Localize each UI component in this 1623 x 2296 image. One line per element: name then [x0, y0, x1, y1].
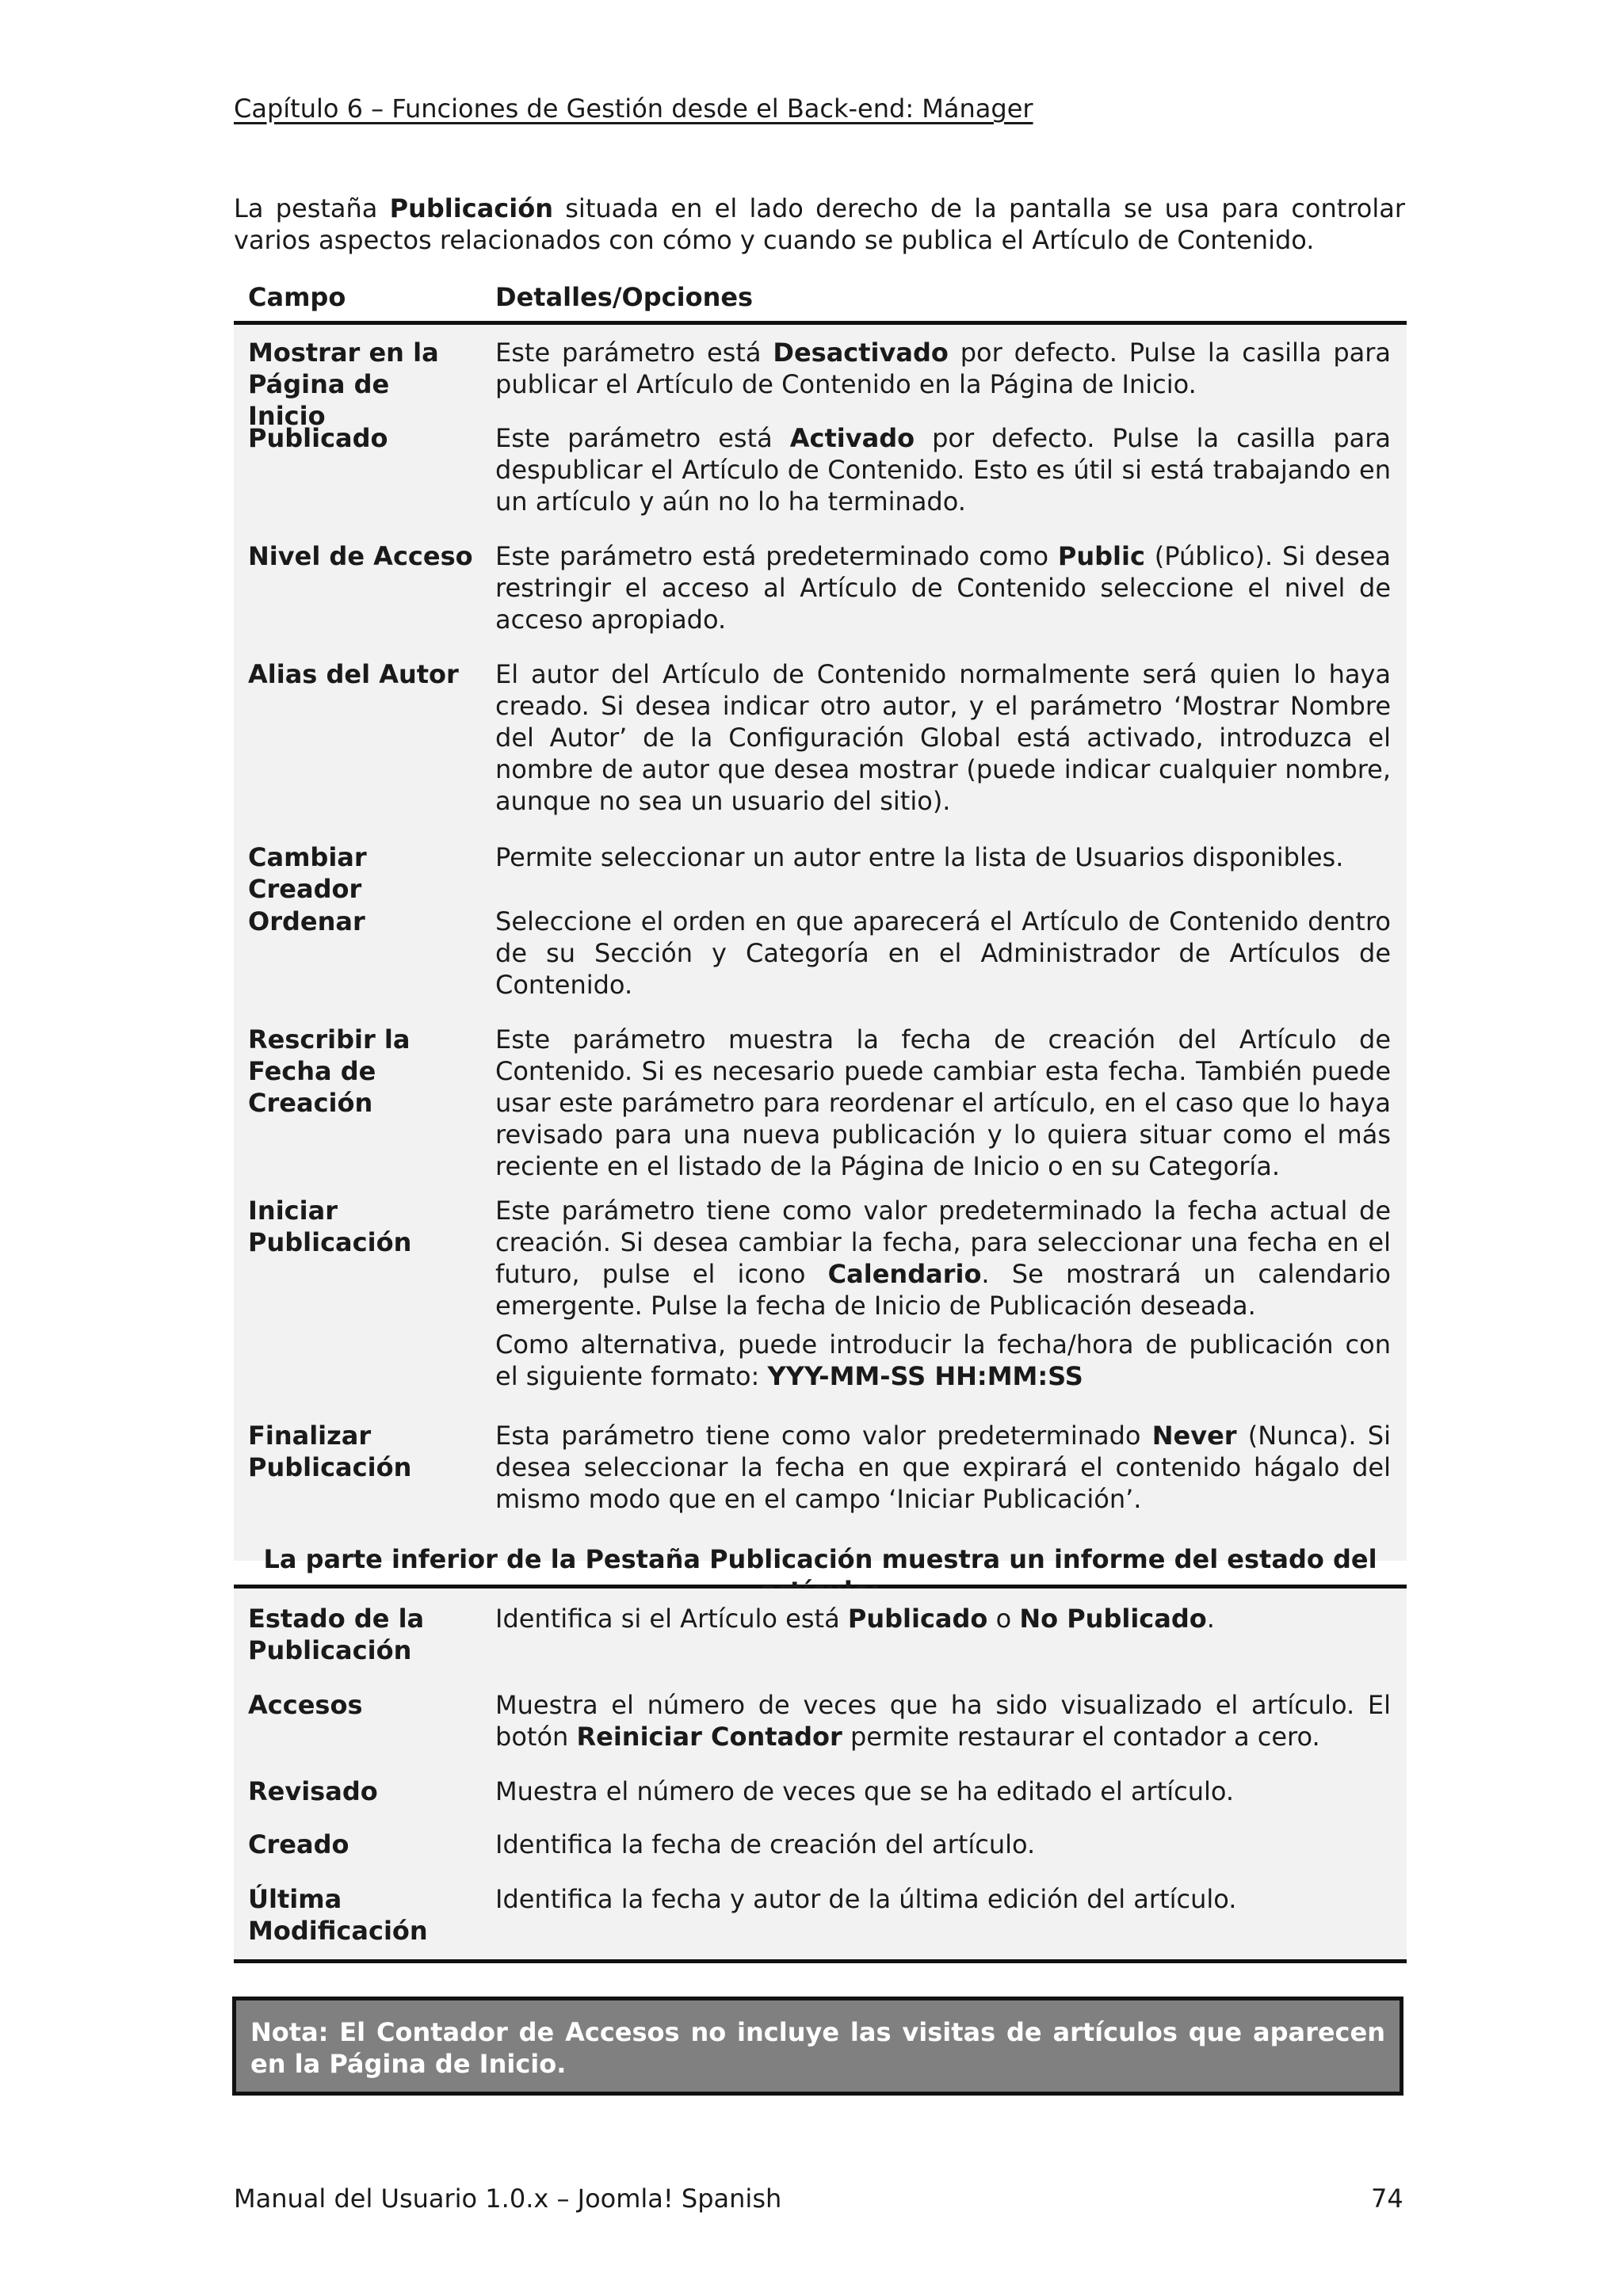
intro-text-post: situada en el lado derecho de la pantalla se usa para controlar varios aspectos relacionados con cómo y cuando se publica el Artículo de Contenido.: [234, 193, 1405, 255]
details-text: Muestra el número de veces que se ha editado el artículo.: [495, 1776, 1235, 1806]
field-name: Ordenar: [248, 906, 365, 936]
details-text: Este parámetro está: [495, 423, 790, 453]
details-bold-text: Calendario: [827, 1259, 982, 1289]
footer-title: Manual del Usuario 1.0.x – Joomla! Spanish: [234, 2183, 782, 2214]
details-text: Permite seleccionar un autor entre la lista de Usuarios disponibles.: [495, 842, 1344, 872]
column-header-field: Campo: [248, 282, 346, 312]
details-text: Esta parámetro tiene como valor predeterminado: [495, 1421, 1152, 1451]
field-details: [495, 658, 1391, 817]
details-text: Identifica la fecha y autor de la última edición del artículo.: [495, 1884, 1237, 1914]
page-number: 74: [1371, 2183, 1403, 2214]
details-bold-text: Activado: [789, 423, 915, 453]
field-name: Creado: [248, 1829, 349, 1859]
field-name: Estado de la Publicación: [248, 1604, 425, 1665]
details-text: por defecto. Pulse la casilla para publicar el Artículo de Contenido en la Página de Inicio.: [495, 338, 1392, 399]
details-text: (Público). Si desea restringir el acceso al Artículo de Contenido seleccione el nivel de acceso apropiado.: [495, 541, 1392, 635]
field-name: Nivel de Acceso: [248, 541, 473, 571]
field-name: Cambiar Creador: [248, 842, 367, 904]
field-details: [495, 841, 1391, 873]
field-details: [495, 1775, 1391, 1807]
field-details: [495, 1420, 1391, 1515]
details-text: Este parámetro está predeterminado como: [495, 541, 1058, 571]
field-name: Publicado: [248, 423, 388, 453]
field-details: [495, 1195, 1391, 1322]
details-bold-text: No Publicado: [1019, 1604, 1207, 1634]
field-name: Alias del Autor: [248, 659, 459, 689]
details-bold-text: Desactivado: [773, 338, 949, 368]
field-details: [495, 1883, 1391, 1915]
details-text: Muestra el número de veces que ha sido visualizado el artículo. El botón: [495, 1690, 1391, 1752]
field-name: Revisado: [248, 1776, 378, 1806]
details-bold-text: Reiniciar Contador: [576, 1722, 842, 1752]
details-bold-text: Publicado: [847, 1604, 988, 1634]
details-text: .: [1206, 1604, 1215, 1634]
intro-paragraph: [234, 193, 1405, 256]
field-name: Última Modificación: [248, 1884, 428, 1946]
field-details: [495, 906, 1391, 1001]
intro-text-pre: La pestaña: [234, 193, 390, 223]
field-details: [495, 1603, 1391, 1634]
field-name: Finalizar Publicación: [248, 1421, 412, 1482]
details-bold-text: Public: [1057, 541, 1145, 571]
field-name: Accesos: [248, 1690, 363, 1720]
details-text: permite restaurar el contador a cero.: [842, 1722, 1320, 1752]
details-text: Seleccione el orden en que aparecerá el Artículo de Contenido dentro de su Sección y Categoría en el Administrador de Artículos de Contenido.: [495, 906, 1391, 1000]
field-details: [495, 540, 1391, 635]
intro-text-bold: Publicación: [389, 193, 553, 223]
table-header: [234, 281, 1407, 325]
field-details: [495, 337, 1391, 400]
field-name: Iniciar Publicación: [248, 1196, 412, 1257]
note-box: Nota: El Contador de Accesos no incluye las visitas de artículos que aparecen en la Página de Inicio.: [232, 1997, 1403, 2096]
field-details: [495, 1689, 1391, 1753]
details-text: o: [987, 1604, 1020, 1634]
field-name: Rescribir la Fecha de Creación: [248, 1024, 411, 1118]
details-text: Este parámetro tiene como valor predeterminado la fecha actual de creación. Si desea cambiar la fecha, para seleccionar una fecha en el futuro, pulse el icono: [495, 1196, 1391, 1289]
details-text: Este parámetro muestra la fecha de creación del Artículo de Contenido. Si es necesario puede cambiar esta fecha. También puede usar este parámetro para reordenar el artículo, en el caso que lo haya revisado para una nueva publicación y lo quiera situar como el más reciente en el listado de la Página de Inicio o en su Categoría.: [495, 1024, 1391, 1181]
column-header-details: Detalles/Opciones: [495, 282, 754, 312]
field-name: Mostrar en la Página de Inicio: [248, 338, 439, 431]
details-bold-text: YYY-MM-SS HH:MM:SS: [767, 1361, 1083, 1391]
details-bold-text: Never: [1151, 1421, 1237, 1451]
details-text: por defecto. Pulse la casilla para despublicar el Artículo de Contenido. Esto es útil si está trabajando en un artículo y aún no lo ha terminado.: [495, 423, 1391, 517]
page-header: Capítulo 6 – Funciones de Gestión desde el Back-end: Mánager: [234, 93, 1033, 124]
details-text: El autor del Artículo de Contenido normalmente será quien lo haya creado. Si desea indicar otro autor, y el parámetro ‘Mostrar Nombre del Autor’ de la Configuración Global está activado, introduzca el nombre de autor que desea mostrar (puede indicar cualquier nombre, aunque no sea un usuario del sitio).: [495, 659, 1391, 816]
details-text: (Nunca). Si desea seleccionar la fecha en que expirará el contenido hágalo del mismo modo que en el campo ‘Iniciar Publicación’.: [495, 1421, 1392, 1514]
field-details: [495, 1024, 1391, 1182]
section-heading: La parte inferior de la Pestaña Publicación muestra un informe del estado del: [234, 1543, 1407, 1589]
details-text: . Se mostrará un calendario emergente. Pulse la fecha de Inicio de Publicación deseada.: [495, 1259, 1391, 1321]
details-text: Identifica si el Artículo está: [495, 1604, 848, 1634]
field-details: [495, 1829, 1391, 1860]
details-text: Como alternativa, puede introducir la fecha/hora de publicación con el siguiente formato:: [495, 1329, 1391, 1391]
details-text: Este parámetro está: [495, 338, 773, 368]
field-details: [495, 1329, 1391, 1392]
details-text: Identifica la fecha de creación del artículo.: [495, 1829, 1036, 1859]
field-details: [495, 422, 1391, 517]
